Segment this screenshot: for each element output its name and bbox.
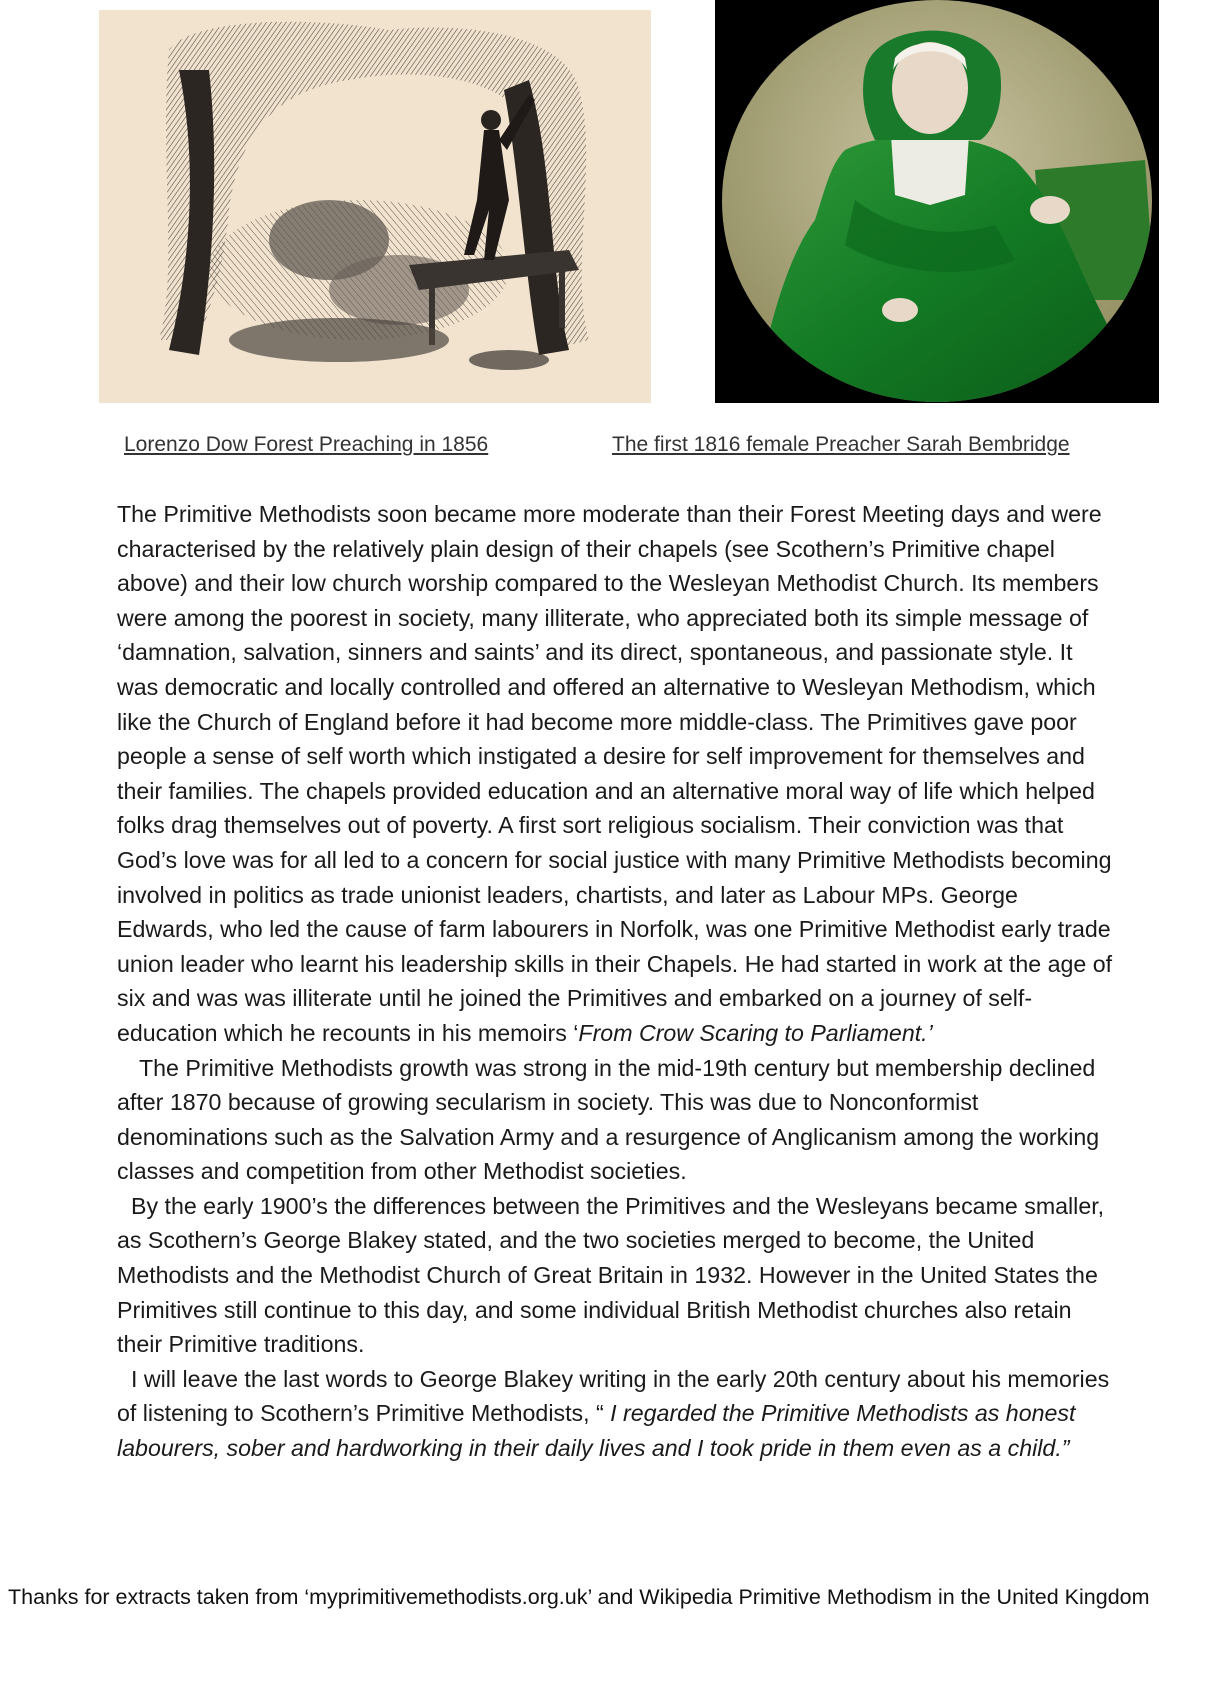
paragraph-decline: The Primitive Methodists growth was strong in the mid-19th century but membership declined after 1870 because of growing secularism in society. This was due to Nonconformist denominations such as the Salvation Army and a resurgence of Anglicanism among the working classes and competition from other Methodist societies. bbox=[117, 1054, 1100, 1185]
sarah-bembridge-portrait bbox=[715, 0, 1159, 403]
sources-footer: Thanks for extracts taken from ‘myprimitivemethodists.org.uk’ and Wikipedia Primitive Methodism in the United Kingdom bbox=[8, 1585, 1150, 1609]
blakey-quote: I regarded the Primitive Methodists as honest labourers, sober and hardworking in their daily lives and I took pride in them even as a child.” bbox=[117, 1400, 1076, 1462]
paragraph-moderate-methodists bbox=[117, 497, 1117, 1051]
paragraph-merger: By the early 1900’s the differences between the Primitives and the Wesleyans became smaller, as Scothern’s George Blakey stated, and the two societies merged to become, the United Methodists and the Methodist Church of Great Britain in 1932. However in the United States the Primitives still continue to this day, and some individual British Methodist churches also retain their Primitive traditions. bbox=[117, 1192, 1105, 1358]
portrait-illustration bbox=[715, 0, 1159, 403]
engraving-illustration bbox=[99, 10, 651, 403]
article-body bbox=[117, 497, 1117, 1466]
forest-preaching-image bbox=[99, 10, 651, 403]
memoir-title: From Crow Scaring to Parliament.’ bbox=[578, 1019, 933, 1046]
left-image-caption: Lorenzo Dow Forest Preaching in 1856 bbox=[124, 433, 489, 456]
paragraph-4-text: I will leave the last words to George Blakey writing in the early 20th century about his memories of listening to Scothern’s Primitive Methodists, “ bbox=[117, 1365, 1110, 1427]
right-image-caption: The first 1816 female Preacher Sarah Bembridge bbox=[612, 433, 1070, 456]
paragraph-1-text: The Primitive Methodists soon became more moderate than their Forest Meeting days and were characterised by the relatively plain design of their chapels (see Scothern’s Primitive chapel above) and their low church worship compared to the Wesleyan Methodist Church. Its members were among the poorest in society, many illiterate, who appreciated both its simple message of ‘damnation, salvation, sinners and saints’ and its direct, spontaneous, and passionate style. It was democratic and locally controlled and offered an alternative to Wesleyan Methodism, which like the Church of England before it had become more middle-class. The Primitives gave poor people a sense of self worth which instigated a desire for self improvement for themselves and their families. The chapels provided education and an alternative moral way of life which helped folks drag themselves out of poverty. A first sort religious socialism. Their conviction was that God’s love was for all led to a concern for social justice with many Primitive Methodists becoming involved in politics as trade unionist leaders, chartists, and later as Labour MPs. George Edwards, who led the cause of farm labourers in Norfolk, was one Primitive Methodist early trade union leader who learnt his leadership skills in their Chapels. He had started in work at the age of six and was was illiterate until he joined the Primitives and embarked on a journey of self-education which he recounts in his memoirs ‘ bbox=[117, 501, 1113, 1046]
paragraph-last-words bbox=[117, 1362, 1117, 1466]
